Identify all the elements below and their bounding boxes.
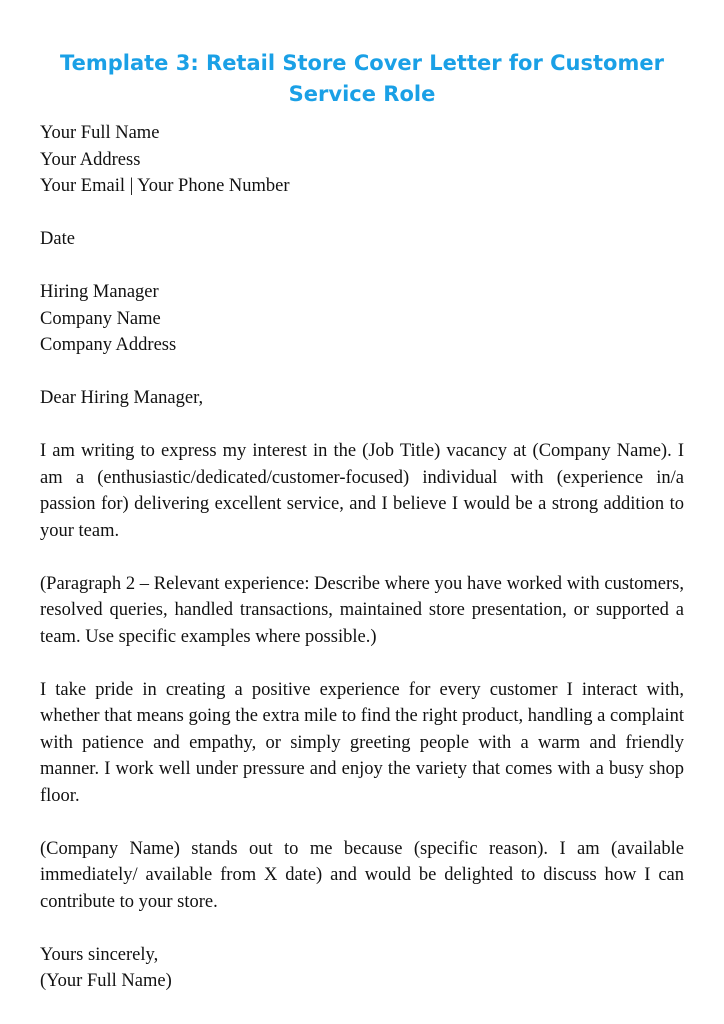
salutation: Dear Hiring Manager, [40,388,204,408]
recipient-title: Hiring Manager [40,282,159,302]
sender-contact: Your Email | Your Phone Number [40,176,290,196]
signature-name: (Your Full Name) [40,971,172,991]
paragraph-company-interest: (Company Name) stands out to me because (specific reason). I am (available immediately/ available from X date) and would be delighted to discuss how I can contribute to your store. [40,838,684,912]
letter-body [40,120,684,995]
date-block [40,226,684,253]
closing-block [40,942,684,995]
recipient-block [40,279,684,359]
recipient-address: Company Address [40,335,177,355]
closing-phrase: Yours sincerely, [40,944,159,965]
sender-name: Your Full Name [40,123,160,143]
paragraph-intro: I am writing to express my interest in the (Job Title) vacancy at (Company Name). I am a (enthusiastic/dedicated/customer-focused) individual with (experience in/a passion for) delivering excellent service, and I believe I would be a strong addition to your team. [40,441,684,541]
recipient-company: Company Name [40,308,161,329]
sender-block [40,120,684,200]
paragraph-experience: (Paragraph 2 – Relevant experience: Describe where you have worked with customers, resolved queries, handled transactions, maintained store presentation, or supported a team. Use specific examples where possible.) [40,573,684,647]
salutation-block [40,385,684,412]
letter-date: Date [40,229,75,249]
document-title: Template 3: Retail Store Cover Letter for Customer Service Role [60,51,664,106]
sender-address: Your Address [40,149,141,170]
paragraph-customer-experience: I take pride in creating a positive experience for every customer I interact with, whether that means going the extra mile to find the right product, handling a complaint with patience and empathy, or simply greeting people with a warm and friendly manner. I work well under pressure and enjoy the variety that comes with a busy shop floor. [40,679,684,806]
